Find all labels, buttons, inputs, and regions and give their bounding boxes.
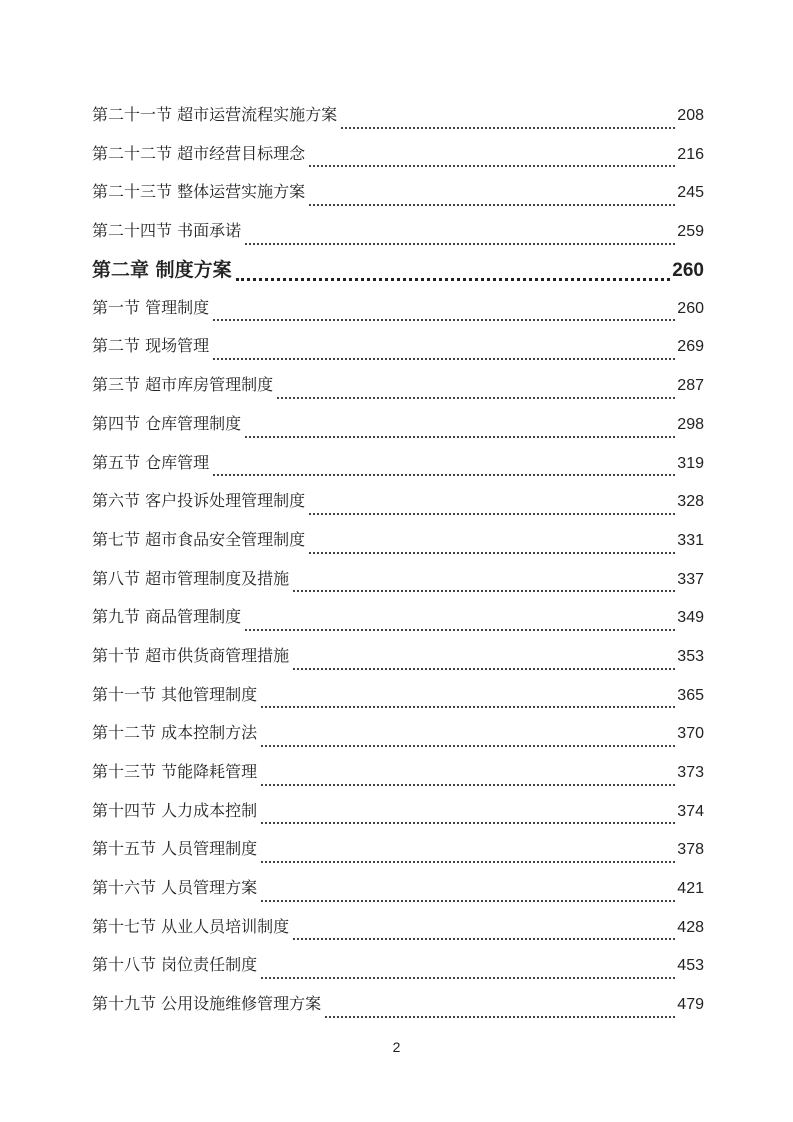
toc-entry[interactable] bbox=[92, 753, 704, 792]
toc-entry-page: 353 bbox=[677, 647, 704, 665]
dot-leader bbox=[261, 768, 675, 786]
toc-entry[interactable] bbox=[92, 405, 704, 444]
toc-entry-title: 第十九节 公用设施维修管理方案 bbox=[92, 994, 322, 1014]
toc-entry-page: 331 bbox=[677, 531, 704, 549]
toc-entry-title: 第十一节 其他管理制度 bbox=[92, 684, 258, 704]
dot-leader bbox=[236, 262, 671, 281]
toc-entry-page: 378 bbox=[677, 841, 704, 859]
dot-leader bbox=[261, 690, 675, 708]
toc-entry-page: 260 bbox=[672, 259, 704, 281]
dot-leader bbox=[261, 845, 675, 863]
toc-entry-page: 245 bbox=[677, 184, 704, 202]
dot-leader bbox=[261, 884, 675, 902]
toc-entry[interactable] bbox=[92, 830, 704, 869]
toc-entry-page: 453 bbox=[677, 957, 704, 975]
dot-leader bbox=[261, 729, 675, 747]
dot-leader bbox=[293, 922, 675, 940]
toc-entry-title: 第四节 仓库管理制度 bbox=[92, 413, 242, 433]
toc-entry[interactable] bbox=[92, 327, 704, 366]
toc-entry-title: 第七节 超市食品安全管理制度 bbox=[92, 529, 306, 549]
dot-leader bbox=[213, 342, 675, 360]
toc-entry[interactable] bbox=[92, 366, 704, 405]
toc-entry-page: 208 bbox=[677, 107, 704, 124]
toc-entry-title: 第十二节 成本控制方法 bbox=[92, 723, 258, 743]
toc-entry-title: 第二章 制度方案 bbox=[92, 258, 232, 281]
toc-entry-page: 260 bbox=[677, 299, 704, 317]
toc-entry-title: 第六节 客户投诉处理管理制度 bbox=[92, 491, 306, 511]
toc-entry-title: 第八节 超市管理制度及措施 bbox=[92, 568, 290, 588]
toc-entry-title: 第十三节 节能降耗管理 bbox=[92, 762, 258, 781]
toc-entry[interactable] bbox=[92, 714, 704, 753]
toc-entry[interactable] bbox=[92, 444, 704, 483]
dot-leader bbox=[245, 420, 675, 438]
toc-entry-title: 第二十二节 超市经营目标理念 bbox=[92, 143, 306, 163]
dot-leader bbox=[245, 613, 675, 631]
toc-entry-page: 298 bbox=[677, 415, 704, 433]
toc-entry[interactable] bbox=[92, 598, 704, 637]
toc-entry[interactable] bbox=[92, 985, 704, 1024]
toc-entry-page: 269 bbox=[677, 338, 704, 356]
toc-entry-page: 428 bbox=[677, 918, 704, 936]
toc-entry-title: 第十节 超市供货商管理措施 bbox=[92, 645, 290, 665]
toc-entry[interactable] bbox=[92, 908, 704, 947]
dot-leader bbox=[325, 1000, 675, 1018]
toc-entry-page: 259 bbox=[677, 223, 704, 241]
toc-entry-page: 421 bbox=[677, 880, 704, 898]
toc-entry-page: 328 bbox=[677, 493, 704, 511]
dot-leader bbox=[341, 111, 675, 129]
toc-entry[interactable] bbox=[92, 173, 704, 212]
dot-leader bbox=[309, 149, 675, 167]
toc-entry-page: 287 bbox=[677, 377, 704, 395]
toc-entry[interactable] bbox=[92, 946, 704, 985]
toc-entry[interactable] bbox=[92, 521, 704, 560]
toc-entry-page: 337 bbox=[677, 570, 704, 588]
toc-entry[interactable] bbox=[92, 212, 704, 251]
toc-entry-title: 第十六节 人员管理方案 bbox=[92, 878, 258, 898]
dot-leader bbox=[293, 652, 675, 670]
toc-entry-title: 第二十一节 超市运营流程实施方案 bbox=[92, 105, 338, 124]
dot-leader bbox=[277, 381, 675, 399]
toc-entry-page: 370 bbox=[677, 725, 704, 743]
toc-entry-title: 第二十三节 整体运营实施方案 bbox=[92, 182, 306, 202]
dot-leader bbox=[309, 536, 675, 554]
toc-entry-page: 373 bbox=[677, 764, 704, 781]
dot-leader bbox=[261, 961, 675, 979]
toc-entry-page: 479 bbox=[677, 996, 704, 1014]
toc-entry-title: 第十五节 人员管理制度 bbox=[92, 839, 258, 859]
toc-entry[interactable] bbox=[92, 792, 704, 831]
toc-entry-page: 349 bbox=[677, 609, 704, 627]
toc-entry-title: 第三节 超市库房管理制度 bbox=[92, 375, 274, 395]
dot-leader bbox=[309, 497, 675, 515]
toc-entry-page: 374 bbox=[677, 802, 704, 820]
toc-entry-title: 第五节 仓库管理 bbox=[92, 452, 210, 472]
dot-leader bbox=[293, 574, 675, 592]
dot-leader bbox=[213, 303, 675, 321]
page-number: 2 bbox=[392, 1039, 401, 1055]
toc-entry-title: 第十八节 岗位责任制度 bbox=[92, 955, 258, 975]
table-of-contents bbox=[92, 96, 704, 1024]
toc-entry-page: 319 bbox=[677, 454, 704, 472]
dot-leader bbox=[261, 806, 675, 824]
toc-entry[interactable] bbox=[92, 560, 704, 599]
toc-entry-title: 第二节 现场管理 bbox=[92, 336, 210, 356]
toc-entry[interactable] bbox=[92, 96, 704, 135]
toc-entry[interactable] bbox=[92, 482, 704, 521]
dot-leader bbox=[309, 188, 675, 206]
toc-entry-page: 216 bbox=[677, 145, 704, 163]
toc-entry-title: 第二十四节 书面承诺 bbox=[92, 221, 242, 241]
toc-entry[interactable] bbox=[92, 676, 704, 715]
dot-leader bbox=[213, 458, 675, 476]
toc-entry-title: 第一节 管理制度 bbox=[92, 297, 210, 317]
toc-entry-title: 第十四节 人力成本控制 bbox=[92, 800, 258, 820]
toc-entry[interactable] bbox=[92, 289, 704, 328]
toc-entry[interactable] bbox=[92, 869, 704, 908]
toc-entry-title: 第九节 商品管理制度 bbox=[92, 607, 242, 627]
toc-chapter-entry[interactable] bbox=[92, 251, 704, 289]
toc-entry-title: 第十七节 从业人员培训制度 bbox=[92, 916, 290, 936]
toc-entry[interactable] bbox=[92, 135, 704, 174]
toc-entry[interactable] bbox=[92, 637, 704, 676]
dot-leader bbox=[245, 227, 675, 245]
toc-entry-page: 365 bbox=[677, 686, 704, 704]
